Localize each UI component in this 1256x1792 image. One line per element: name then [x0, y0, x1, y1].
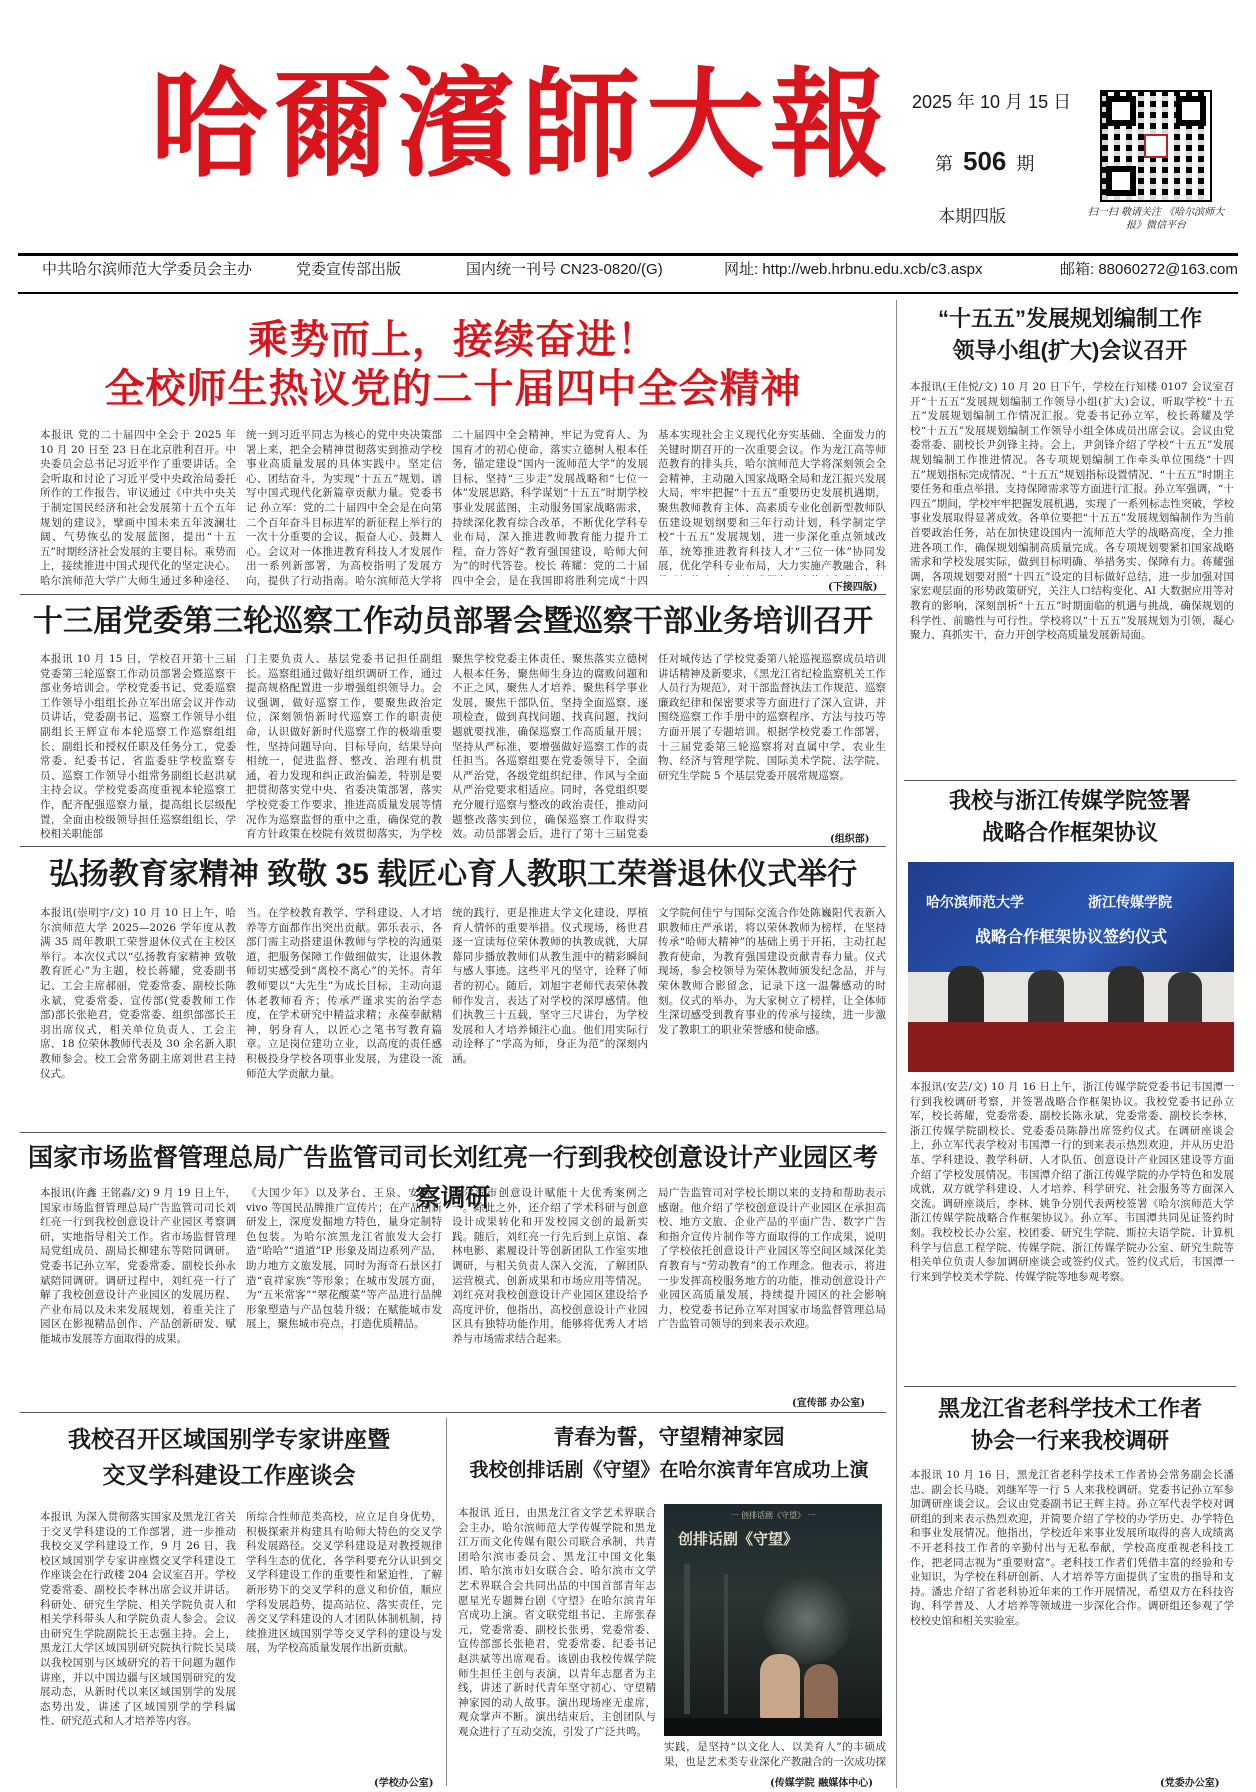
issue-prefix: 第	[935, 154, 953, 174]
lead-col-4: 基本实现社会主义现代化夯实基础、全面发力的关键时期召开的一次重要会议。作为龙江高等师范教育的排头兵，哈尔滨师范大学将深刻领会全会精神，主动融入国家战略全局和龙江振兴发展大局，牢牢把握“十五五”重要历史发展机遇期，聚焦教师教育主体、高素质专业化创新型教师队伍建设规划纲要和三年行动计划，科学制定学校“十五五”发展规划，进一步深化重点领域改革，统筹推进教育科技人才“三位一体”协同发展，优化学科专业布局，大力实施产教融合，科	[658, 429, 886, 573]
patrol-col-3: 聚焦学校党委主体责任、聚焦落实立德树人根本任务，聚焦师生身边的腐败问题和不正之风，聚焦人才培养、聚焦科学事业发展，聚焦干部队伍，坚持全面巡察、逐项检查，做到真找问题、找真问题，找问题就要找准，确保巡察工作高质量开展；坚持从严标准，要增强做好巡察工作的责任担当。各巡察组要在党委领导下，全面从严治党，各级党组织纪律、作风与全面从严治党要求相适应。同时，各党组织要充分履行巡察与整改的政治责任，推动问题整改落实到位，确保巡察工作取得实效。动员部署会后，进行了第十三届党委	[452, 653, 648, 840]
poster-title: 创排话剧《守望》	[678, 1530, 799, 1548]
info-cn: 国内统一刊号 CN23-0820/(G)	[466, 261, 663, 278]
seminar-col-1: 本报讯 为深入贯彻落实国家及黑龙江省关于交叉学科建设的工作部署，进一步推动我校交叉学科建设工作，9 月 26 日，我校区域国别学专家讲座暨交叉学科建设工作座谈会在行政楼 204 会议室召开。学校党委常委、副校长李林出席会议并讲话。科研处、研究生学院、相关学院负责人和相关学科带头人和学院负责人参会。会议由研究生学院副院长王志强主持。会上，黑龙江大学区域国别研究院执行院长吴琰以我校国别与区域研究的若干问题为题作讲座，并以中国边疆与区域国别研究的发展动态，从新时代以来区域国别学的发展态势出发，讲述了区域国别学的学科属性、研究范式和人才培养等内容。	[40, 1511, 236, 1728]
divider	[904, 780, 1236, 781]
infobar-divider	[18, 292, 1238, 294]
person-figure	[1028, 970, 1064, 1026]
banner-school-a: 哈尔滨师范大学	[926, 894, 1024, 910]
retire-col-4: 文学院何佳宁与国际交流合作处陈巍阳代表新入职教师庄严承诺，将以荣休教师为榜样，在坚持传承“哈师大精神”的基础上勇于开拓，主动扛起教育使命，为教育强国建设贡献青春力量。仪式现场，参会校领导为荣休教师颁发纪念品，并与荣休教师合影留念，记录下这一温馨感动的时刻。仪式的举办，为大家树立了榜样，让全体师生深切感受到教育事业的传承与接续，进一步激发了教职工的职业荣誉感和使命感。	[658, 907, 886, 1036]
stage-pillar	[724, 1574, 728, 1714]
visit-col-4: 局广告监管司对学校长期以来的支持和帮助表示感谢。他介绍了学校创意设计产业园区在承担高校、地方文旅、企业产品的平面广告、数字广告和指介宣传片制作等方面取得的工作成果，说明了学校依托创意设计产业园区等空间区域深化美育教育与“劳动教育”的工作理念。他表示，将进一步发挥高校服务地方的功能，推动创意设计产业园区高质量发展，持续提升园区的社会影响力，校党委书记孙立军对国家市场监督管理总局广告监管司领导的到来表示欢迎。	[658, 1187, 886, 1331]
r1-headline-1: “十五五”发展规划编制工作	[937, 306, 1202, 331]
qr-caption: 扫一扫 敬请关注 《哈尔滨师大报》微信平台	[1087, 207, 1225, 231]
patrol-col-4: 任对城传达了学校党委第八轮巡视巡察成员培训讲话精神及新要求，《黑龙江省纪检监察机关工作人员行为规范》，对干部监督执法工作规范、巡察廉政纪律和保密要求等方面进行了深入宣讲，并围绕巡察工作手册中的巡察程序、方法与技巧等方面开展了专题培训。根据学校党委工作部署，十三届党委第三轮巡察将对直属中学、农业生物、经济与管理学院、国际美术学院、法学院、研究生学院 5 个基层党委开展常规巡察。	[658, 653, 886, 782]
r1-headline-2: 领导小组(扩大)会议召开	[952, 338, 1188, 363]
issue-date: 2025 年 10 月 15 日	[912, 92, 1072, 112]
drama-col-1: 本报讯 近日，由黑龙江省文学艺术界联合会主办，哈尔滨师范大学传媒学院和黑龙江万而文化传媒有限公司联合承制，共青团哈尔滨市委员会、黑龙江中国文化集团、哈尔滨市妇女联合会、哈尔滨市文学艺术界联合会共同出品的中国首部青年志愿星光专题舞台剧《守望》在哈尔滨青年宫成功上演。省文联党组书记、主席张春元，党委常委、副校长张勇，党委常委、宣传部部长张艳君，党委常委、纪委书记赵洪斌等出席观看。该剧由我校传媒学院师生担任主创与表演，以青年志愿者为主线，讲述了新时代青年坚守初心、守望精神家园的动人故事。演出现场座无虚席，观众掌声不断。演出结束后，主创团队与观众进行了互动交流，引发了广泛共鸣。	[458, 1507, 656, 1738]
r2-headline-1: 我校与浙江传媒学院签署	[948, 788, 1191, 813]
retire-headline: 弘扬教育家精神 致敬 35 载匠心育人教职工荣誉退休仪式举行	[48, 858, 858, 891]
r2-body: 本报讯(安芸/文) 10 月 16 日上午，浙江传媒学院党委书记韦国潭一行到我校调研考察，并签署战略合作框架协议。我校党委书记孙立军，校长蒋耀，党委常委、副校长陈永斌，党委常委、副校长李林，浙江传媒学院副校长、党委委员陈静出席签约仪式。在调研座谈会上，孙立军代表学校对韦国潭一行的到来表示热烈欢迎，并从历史沿革、学科建设、教学科研、人才队伍、创意设计产业园区建设等方面介绍了学校发展情况。韦国潭介绍了浙江传媒学院的办学特色和发展成就，双方就学科建设、人才培养、科学研究、社会服务等方面深入交流。调研座谈后，李林、姚争分别代表两校签署《哈尔滨师范大学 浙江传媒学院战略合作框架协议》。孙立军、韦国潭共同见证签约时刻。我校校长办公室、校团委、研究生学院、斯拉夫语学院、计算机科学与信息工程学院、传媒学院、浙江传媒学院办公室、研究生院等相关单位负责人参加调研座谈会或签约仪式。签约仪式后，韦国潭一行来到学校美术学院、传媒学院等地参观考察。	[910, 1081, 1234, 1283]
divider	[20, 594, 886, 595]
lead-headline-1: 乘势而上，接续奋进！	[248, 318, 658, 362]
r3-headline-2: 协会一行来我校调研	[970, 1428, 1169, 1453]
patrol-headline: 十三届党委第三轮巡察工作动员部署会暨巡察干部业务培训召开	[33, 605, 873, 638]
r3-body: 本报讯 10 月 16 日，黑龙江省老科学技术工作者协会常务副会长潘忠、副会长马晓、刘继军等一行 5 人来我校调研。党委书记孙立军参加调研座谈会议。会议由党委副书记王辉主持。孙立军代表学校对调研组的到来表示热烈欢迎，并简要介绍了学校的办学历史、办学特色和事业发展情况。他指出，学校近年来事业发展所取得的喜人成绩离不开老科技工作者的辛勤付出与无私奉献，学校高度重视老科技工作，把老同志视为“重要财富”。老科技工作者们凭借丰富的经验和专业知识，为学校在科研创新、人才培养等方面提供了宝贵的指导和支持。潘忠介绍了省老科协近年来的工作开展情况，希望双方在科技咨询、科学普及、人才培养等领域进一步深化合作。调研组还参观了学校校史馆和相关实验室。	[910, 1469, 1234, 1627]
lead-col-2: 统一到习近平同志为核心的党中央决策部署上来，把全会精神贯彻落实到推动学校事业高质量发展的具体实践中。坚定信心、团结奋斗，为实现“十五五”规划、谱写中国式现代化新篇章贡献力量。党委书记 孙立军：党的二十届四中全会是在向第二个百年奋斗目标进军的新征程上举行的一次十分重要的会议，振奋人心、鼓舞人心。会议对一体推进教育科技人才发展作出一系列新部署，为高校指明了发展方向，提供了行动指南。哈尔滨师范大学将	[246, 429, 442, 587]
drama-source: (传媒学院 融媒体中心)	[770, 1778, 873, 1789]
drama-headline-2: 我校创排话剧《守望》在哈尔滨青年宫成功上演	[469, 1460, 869, 1481]
banner-backdrop	[908, 862, 1234, 972]
column-divider	[446, 1418, 447, 1786]
seminar-headline-1: 我校召开区域国别学专家讲座暨	[68, 1426, 390, 1452]
stage-pillar	[684, 1564, 690, 1714]
lead-continued[interactable]: (下接四版)	[828, 582, 878, 593]
banner-title: 战略合作框架协议签约仪式	[974, 929, 1167, 946]
r3-headline-1: 黑龙江省老科学技术工作者	[937, 1396, 1202, 1421]
performer-figure	[760, 1654, 800, 1720]
divider	[20, 846, 886, 847]
patrol-col-2: 门主要负责人、基层党委书记担任副组长。巡察组通过做好组织调研工作，通过提高规格配置进一步增强组织领导力。会议强调，做好巡察工作，要聚焦政治定位，深刻领悟新时代巡察工作的职责使命，认识做好新时代巡察工作的极端重要性，坚持问题导向、目标导向，结果导向相统一，促进监督、整改、治理有机贯通，着力发现和纠正政治偏差，特别是要把贯彻落实党中央、省委决策部署，落实学校党委工作要求，推进高质量发展等情况作为巡察监督的重中之重，确保党的教育方针政策在校院有效贯彻落实，为学校	[246, 653, 442, 840]
lead-col-1: 本报讯 党的二十届四中全会于 2025 年 10 月 20 日至 23 日在北京胜利召开。中央委员会总书记习近平作了重要讲话。全会听取和讨论了习近平受中央政治局委托所作的工作报告，审议通过《中共中央关于制定国民经济和社会发展第十五个五年规划的建议》，擘画中国未来五年波澜壮阔、气势恢弘的发展蓝图，提出“十五五”时期经济社会发展的主要目标。乘势而上，接续推进中国式现代化的坚定决心。哈尔滨师范大学广大师生通过多种途径、	[40, 429, 236, 587]
person-figure	[948, 966, 984, 1026]
r2-headline-2: 战略合作框架协议	[981, 820, 1158, 845]
drama-headline-1: 青春为誓，守望精神家园	[553, 1426, 785, 1449]
info-host: 中共哈尔滨师范大学委员会主办	[42, 261, 253, 278]
banner-school-b: 浙江传媒学院	[1088, 894, 1172, 910]
visit-headline: 国家市场监督管理总局广告监管司司长刘红亮一行到我校创意设计产业园区考察调研	[27, 1144, 878, 1212]
divider	[904, 1386, 1236, 1387]
seminar-col-2: 所综合性师范类高校，应立足自身优势，积极探索并构建具有哈师大特色的交叉学科发展路径。交叉学科建设是对教授规律学科生态的优化，各学科要充分认识到交叉学科建设工作的重要性和紧迫性，了解新形势下的交叉学科的意义和价值，顺应学科发展趋势，提高站位、落实责任，完善交叉学科建设的人才团队体制机制，持续推进区域国别学等交叉学科的建设与发展，为学校高质量发展作出新贡献。	[246, 1511, 442, 1655]
visit-col-3: 哈尔滨市创意设计赋能十大优秀案例之一。除此之外，还介绍了学术科研与创意设计成果转化和开发校园文创的最新实践。随后，刘红亮一行先后到上京馆、森林电影、素履设计等创新团队工作室实地调研，与相关负责人深入交流，了解团队运营模式、创新成果和市场应用等情况。刘红亮对我校创意设计产业园区建设给予高度评价，他指出，高校创意设计产业园区具有独特功能作用，能够将优秀人才培养与市场需求结合起来。	[452, 1187, 648, 1345]
info-publisher: 党委宣传部出版	[296, 261, 402, 278]
issue-suffix: 期	[1016, 154, 1035, 174]
drama-col-2: 实践，是坚持“以文化人、以美育人”的丰硕成果，也是艺术类专业深化产教融合的一次成功探	[664, 1741, 886, 1768]
masthead-divider	[18, 253, 1238, 256]
drama-poster-image	[664, 1504, 882, 1736]
page-count: 本期四版	[938, 207, 1006, 226]
info-mail[interactable]: 邮箱: 88060272@163.com	[1060, 261, 1238, 278]
lead-col-3: 二十届四中全会精神，牢记为党育人、为国育才的初心使命，落实立德树人根本任务，锚定建设“国内一流师范大学”的发展目标，坚持“三步走”发展战略和“七位一体”发展思路，科学谋划“十五五”时期学校事业发展蓝图，主动服务国家战略需求，持续深化教育综合改革，不断优化学科专业布局，深入推进教师教育能力提升工程，奋力答好“教育强国建设，哈师大何为”的时代答卷。校长 蒋耀：党的二十届四中全会，是在我国即将胜利完成“十四	[452, 429, 648, 587]
issue-no: 506	[963, 146, 1007, 176]
retire-col-3: 统的践行，更是推进大学文化建设，厚植育人情怀的重要举措。仪式现场，杨世君逐一宣读每位荣休教师的执教成就，大屏幕同步播放教师们从教生涯中的精彩瞬间与感人事迹。这些平凡的坚守，诠释了师者的初心。随后，刘旭宇老师代表荣休教师作发言，表达了对学校的深厚感情。他们执教三十五载，坚守三尺讲台，为学校发展和人才培养倾注心血。他们用实际行动诠释了“学高为师，身正为范”的深刻内涵。	[452, 907, 648, 1065]
visit-col-2: 《大国少年》以及茅台、王泉、安踏、vivo 等国民品牌推广宣传片；在产品创新研发上，深度发掘地方特色，量身定制特色包装。为哈尔滨黑龙江省旅发大会打造“哈哈”“道道”IP 形象及周边系列产品，助力地方文旅发展，同时为海奇石景区打造“袁祥家族”等形象；在城市发展方面，为“五米常客”“翠花酸菜”等产品进行品牌形象塑造与产品包装升级；在赋能城市发展上，聚焦城市亮点，打造优质精品。	[246, 1187, 442, 1331]
visit-col-1: 本报讯(许鑫 王铭淼/文) 9 月 19 日上午，国家市场监督管理总局广告监管司司长刘红亮一行到我校创意设计产业园区考察调研，实地指导相关工作。省市场监督管理局党组成员、副局长柳建东等陪同调研。党委书记孙立军，党委常委、副校长孙永斌陪同调研。调研过程中，刘红亮一行了解了我校创意设计产业园区的发展历程、产业布局以及未来发展规划，着重关注了园区在影视精品创作、产品创新研发、赋能城市发展等方面取得的成果。	[40, 1187, 236, 1345]
person-figure	[1108, 966, 1144, 1026]
info-web[interactable]: 网址: http://web.hrbnu.edu.xcb/c3.aspx	[724, 261, 983, 278]
seminar-headline-2: 交叉学科建设工作座谈会	[102, 1462, 356, 1488]
patrol-source: (组织部)	[830, 834, 870, 845]
retire-col-1: 本报讯(崇明宇/文) 10 月 10 日上午，哈尔滨师范大学 2025—2026 学年度从教满 35 周年教职工荣誉退休仪式在主校区举行。本次仪式以“弘扬教育家精神 致敬教育匠心”为主题，校长蒋耀，党委副书记、工会主席郝丽，党委常委、副校长陈永斌，党委常委、宣传部(党委教师工作部)部长张艳君，党委常委、组织部部长王羽出席仪式，相关单位负责人、工会主席、18 位荣休教师代表及 30 余名新入职教师参会。校工会常务副主席刘世君主持仪式。	[40, 907, 236, 1080]
stage-floor	[664, 1718, 882, 1736]
r1-body: 本报讯(王佳悦/文) 10 月 20 日下午，学校在行知楼 0107 会议室召开“十五五”发展规划编制工作领导小组(扩大)会议，听取学校“十五五”发展规划编制工作情况汇报。党委书记孙立军，校长蒋耀及学校“十五五”发展规划编制工作领导小组全体成员出席会议。会议由党委常委、副校长尹剑锋主持。会上，尹剑锋介绍了学校“十五五”发展规划编制工作推进情况。各专项规划编制工作牵头单位围绕“十四五”规划指标完成情况、“十五五”规划指标设置情况、“十五五”时期主要任务和重点举措、支持保障需求等方面进行汇报。孙立军强调，“十四五”期间，学校牢牢把握发展机遇，实现了一系列标志性突破，学校事业发展取得显著成效。各单位要把“十五五”发展规划编制作为当前首要政治任务，站在加快建设国内一流师范大学的战略高度，全力推进各项工作，确保规划编制高质量完成。各专项规划要紧扣国家战略需求和学校发展实际，做到目标明确、举措务实、保障有力。蒋耀强调，各项规划要对照“十四五”设定的目标做好总结，进一步加强对国家宏观层面的形势政策研究，关注人口结构变化、AI 大数据应用等对教育的影响，深刻剖析“十五五”时期面临的机遇与挑战，确保规划的科学性、前瞻性与可行性。学校将以“十五五”发展规划为引领，凝心聚力、真抓实干，奋力开创学校高质量发展新局面。	[910, 381, 1234, 642]
issue-number	[935, 146, 1034, 177]
signing-photo	[908, 862, 1234, 1072]
poster-caption: 一 创排话剧《守望》 一	[730, 1511, 816, 1520]
stage-light	[762, 1574, 852, 1664]
r3-source: (党委办公室)	[1160, 1778, 1220, 1789]
lead-headline-2: 全校师生热议党的二十届四中全会精神	[104, 367, 802, 411]
column-divider	[896, 300, 897, 1788]
retire-col-2: 当。在学校教育教学、学科建设、人才培养等方面都作出突出贡献。郭乐表示，各部门需主动搭建退休教师与学校的沟通渠道，把服务保障工作做细做实，让退休教师切实感受到“离校不离心”的关怀。青年教师要以“大先生”为成长目标，主动向退休老教师看齐；传承严谨求实的治学态度，在学术研究中精益求精；永葆奉献精神，躬身育人，以匠心之笔书写教育篇章。立足岗位建功立业，以高度的责任感积极投身学校各项事业发展，为建设一流师范大学贡献力量。	[246, 907, 442, 1080]
masthead-title: 哈爾濱師大報	[150, 55, 895, 194]
visit-source: (宣传部 办公室)	[792, 1398, 865, 1409]
divider	[20, 1132, 886, 1133]
divider	[20, 1412, 886, 1413]
seminar-source: (学校办公室)	[374, 1778, 434, 1789]
signing-table	[908, 1022, 1234, 1072]
patrol-col-1: 本报讯 10 月 15 日，学校召开第十三届党委第三轮巡察工作动员部署会暨巡察干部业务培训会。学校党委书记、党委巡察工作领导小组组长孙立军出席会议并作动员讲话，党委副书记、巡察工作领导小组副组长王辉宣布本轮巡察工作巡察组组长、副组长和授权任职及任务分工，党委常委、纪委书记、省监委驻学校监察专员、巡察工作领导小组常务副组长赵洪斌主持会议。学校党委高度重视本轮巡察工作，配齐配强巡察力量，提高组长层级配置，全面由校级领导担任巡察组组长，学校相关职能部	[40, 653, 236, 840]
performer-figure	[804, 1664, 838, 1720]
qr-code-icon[interactable]	[1100, 90, 1212, 202]
person-figure	[1168, 972, 1202, 1026]
